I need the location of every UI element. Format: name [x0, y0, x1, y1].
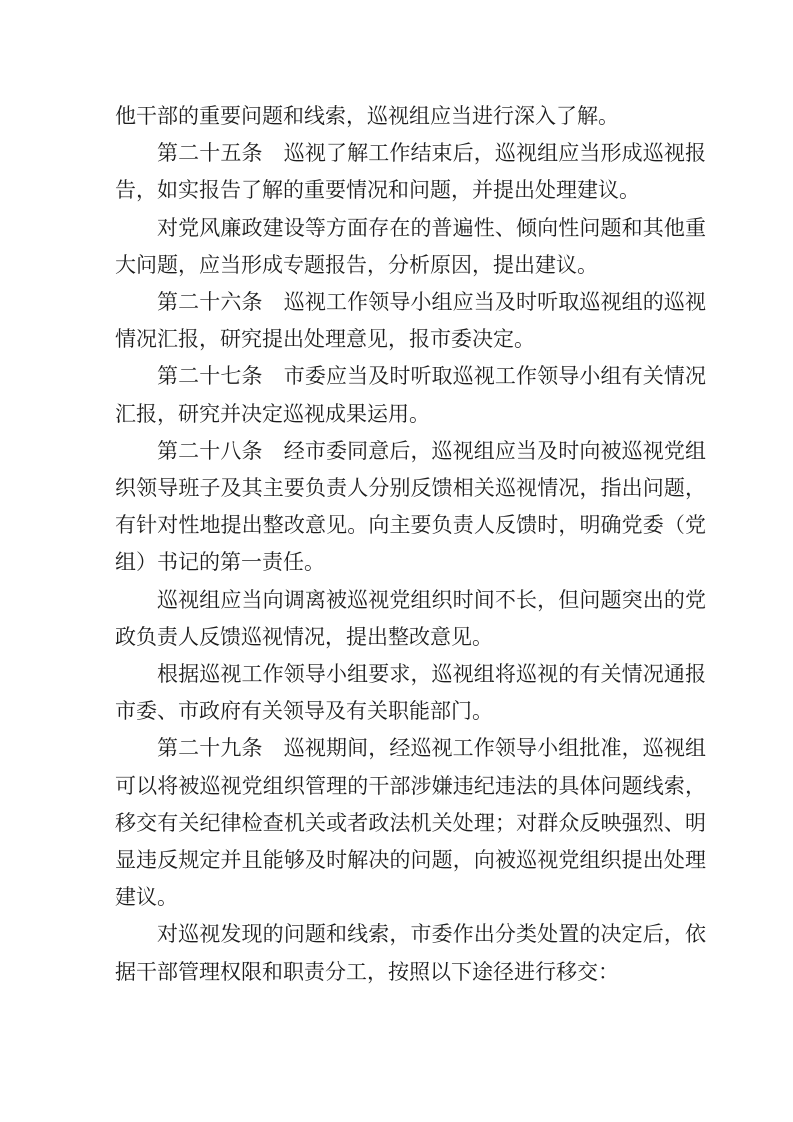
paragraph-article-25: 第二十五条 巡视了解工作结束后，巡视组应当形成巡视报告，如实报告了解的重要情况和问题，并提出处理建议。 [115, 141, 706, 203]
paragraph-briefing-to-city-leaders: 根据巡视工作领导小组要求，巡视组将巡视的有关情况通报市委、市政府有关领导及有关职能部门。 [115, 662, 706, 724]
paragraph-transfer-channels-intro: 对巡视发现的问题和线索，市委作出分类处置的决定后，依据干部管理权限和职责分工，按照以下途径进行移交： [115, 922, 706, 984]
paragraph-article-29: 第二十九条 巡视期间，经巡视工作领导小组批准，巡视组可以将被巡视党组织管理的干部涉嫌违纪违法的具体问题线索，移交有关纪律检查机关或者政法机关处理；对群众反映强烈、明显违反规定并且能够及时解决的问题，向被巡视党组织提出处理建议。 [115, 736, 706, 910]
paragraph-feedback-transferred-leaders: 巡视组应当向调离被巡视党组织时间不长，但问题突出的党政负责人反馈巡视情况，提出整改意见。 [115, 587, 706, 649]
paragraph-special-report: 对党风廉政建设等方面存在的普遍性、倾向性问题和其他重大问题，应当形成专题报告，分析原因，提出建议。 [115, 215, 706, 277]
paragraph-article-26: 第二十六条 巡视工作领导小组应当及时听取巡视组的巡视情况汇报，研究提出处理意见，报市委决定。 [115, 290, 706, 352]
paragraph-article-28: 第二十八条 经市委同意后，巡视组应当及时向被巡视党组织领导班子及其主要负责人分别反馈相关巡视情况，指出问题，有针对性地提出整改意见。向主要负责人反馈时，明确党委（党组）书记的第一责任。 [115, 438, 706, 575]
paragraph-continuation-from-previous-page: 他干部的重要问题和线索，巡视组应当进行深入了解。 [115, 104, 619, 128]
document-body [115, 98, 706, 991]
paragraph-article-27: 第二十七条 市委应当及时听取巡视工作领导小组有关情况汇报，研究并决定巡视成果运用。 [115, 364, 706, 426]
